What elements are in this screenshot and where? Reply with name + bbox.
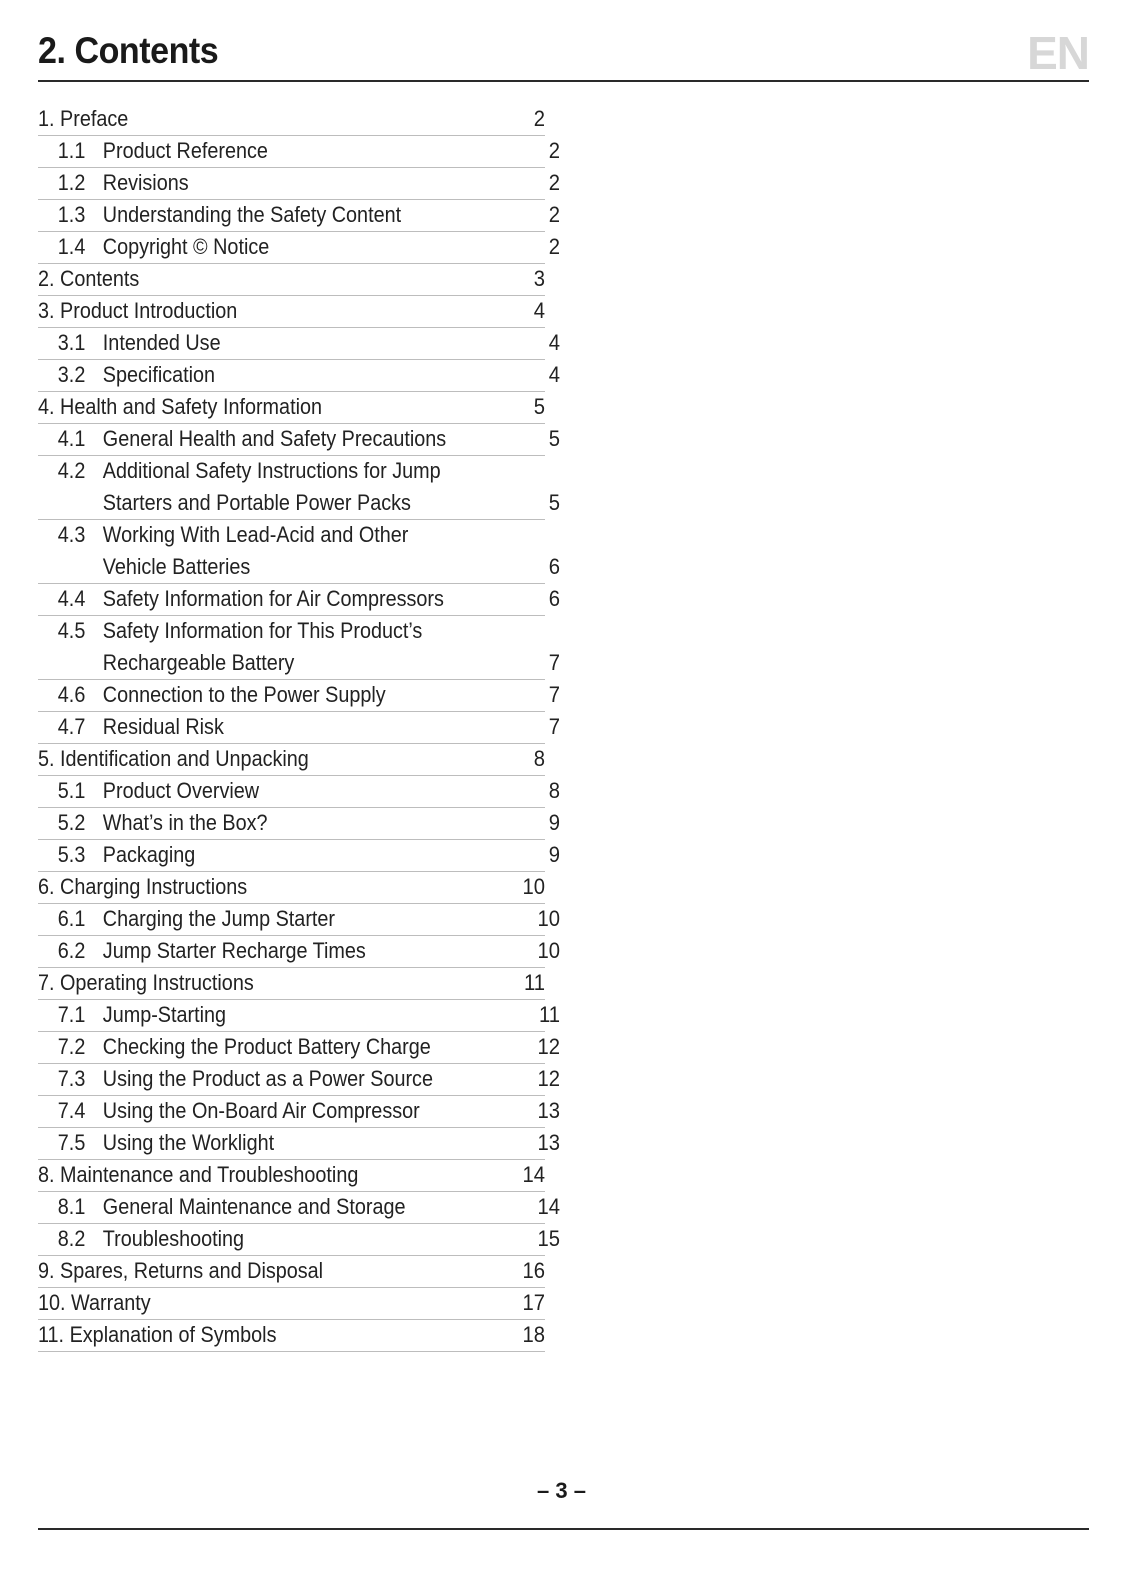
toc-entry[interactable] [38,808,560,840]
toc-entry-text [38,423,472,455]
toc-entry-text [38,1223,472,1255]
toc-entry-number: 5.2 [57,810,86,835]
toc-entry-page: 14 [537,1194,560,1219]
toc-entry[interactable] [38,712,560,744]
toc-entry[interactable] [38,616,560,680]
toc-entry[interactable] [38,1320,545,1352]
toc-entry-title: Connection to the Power Supply [102,682,386,707]
toc-entry-page: 7 [548,714,560,739]
toc-entry-number: 3. [38,298,55,323]
toc-entry-page: 12 [537,1066,560,1091]
toc-entry-number: 8. [38,1162,55,1187]
toc-entry-page: 9 [548,842,560,867]
toc-entry-page: 8 [533,746,545,771]
toc-entry-text [38,199,472,231]
toc-entry-title: Maintenance and Troubleshooting [60,1162,359,1187]
toc-entry-text [38,1031,472,1063]
toc-entry-text [38,295,458,327]
toc-entry[interactable] [38,680,560,712]
toc-entry[interactable] [38,1192,560,1224]
toc-entry-text [38,519,472,583]
toc-entry-page: 5 [548,490,560,515]
toc-entry[interactable] [38,1288,545,1320]
toc-entry-text [38,167,472,199]
toc-entry-title: Spares, Returns and Disposal [60,1258,324,1283]
toc-entry-title: General Maintenance and Storage [102,1194,406,1219]
toc-entry[interactable] [38,584,560,616]
toc-entry[interactable] [38,1096,560,1128]
toc-entry[interactable] [38,776,560,808]
footer-rule [38,1528,1089,1530]
toc-entry[interactable] [38,1000,560,1032]
toc-entry-title: Additional Safety Instructions for Jump Starters and Portable Power Packs [102,458,441,515]
toc-entry-number: 3.1 [57,330,86,355]
toc-entry-page: 2 [548,234,560,259]
toc-entry-text [38,1319,458,1351]
toc-entry-number: 1.4 [57,234,86,259]
toc-entry-title: Copyright © Notice [102,234,270,259]
toc-entry-title: Revisions [102,170,189,195]
toc-entry-text [38,903,472,935]
toc-entry[interactable] [38,1128,560,1160]
toc-entry-number: 5.1 [57,778,86,803]
toc-entry-page: 13 [537,1130,560,1155]
toc-entry-number: 9. [38,1258,55,1283]
toc-entry-text [38,1063,472,1095]
toc-entry-title: Packaging [102,842,196,867]
toc-entry-page: 3 [533,266,545,291]
toc-entry[interactable] [38,136,560,168]
toc-entry-text [38,135,472,167]
toc-entry-text [38,871,458,903]
toc-entry[interactable] [38,872,545,904]
toc-entry-number: 5.3 [57,842,86,867]
toc-entry-number: 7. [38,970,55,995]
toc-entry-number: 7.3 [57,1066,86,1091]
toc-entry-page: 9 [548,810,560,835]
toc-entry-number: 4.7 [57,714,86,739]
toc-entry[interactable] [38,104,545,136]
toc-entry-page: 10 [537,906,560,931]
toc-entry-text [38,1191,472,1223]
toc-entry-number: 1.3 [57,202,86,227]
toc-entry-page: 4 [548,362,560,387]
toc-entry-page: 5 [548,426,560,451]
toc-entry-page: 6 [548,554,560,579]
toc-entry-text [38,775,472,807]
toc-entry[interactable] [38,424,560,456]
toc-entry-number: 11. [38,1322,65,1347]
toc-entry[interactable] [38,168,560,200]
toc-entry-page: 2 [548,170,560,195]
toc-entry[interactable] [38,456,560,520]
toc-entry-number: 1.2 [57,170,86,195]
toc-entry-number: 10. [38,1290,66,1315]
toc-entry[interactable] [38,904,560,936]
toc-entry-title: Operating Instructions [60,970,254,995]
toc-entry[interactable] [38,200,560,232]
toc-entry-page: 4 [533,298,545,323]
toc-entry-text [38,327,472,359]
toc-entry-title: Using the Product as a Power Source [102,1066,433,1091]
toc-entry-text [38,455,472,519]
toc-entry-number: 3.2 [57,362,86,387]
toc-entry-text [38,839,472,871]
toc-entry-page: 11 [538,1002,560,1027]
toc-entry-text [38,743,458,775]
toc-entry-title: Product Overview [102,778,260,803]
toc-entry-text [38,1159,458,1191]
page-title: 2. Contents [38,30,219,71]
toc-entry-title: What’s in the Box? [102,810,268,835]
toc-entry-title: Warranty [71,1290,151,1315]
toc-entry-number: 4.5 [57,618,86,643]
toc-entry-number: 2. [38,266,55,291]
toc-entry-title: Health and Safety Information [60,394,322,419]
toc-entry-text [38,1255,458,1287]
toc-entry-number: 4.6 [57,682,86,707]
toc-entry-page: 13 [537,1098,560,1123]
toc-entry-text [38,679,472,711]
toc-entry-number: 4.4 [57,586,86,611]
toc-entry-title: Specification [102,362,216,387]
toc-entry[interactable] [38,264,545,296]
toc-entry[interactable] [38,520,560,584]
toc-entry-page: 11 [523,970,545,995]
toc-entry-title: General Health and Safety Precautions [102,426,447,451]
toc-entry-number: 7.4 [57,1098,86,1123]
toc-entry[interactable] [38,1256,545,1288]
toc-entry[interactable] [38,296,545,328]
toc-entry-text [38,615,472,679]
toc-entry-title: Intended Use [102,330,221,355]
toc-entry[interactable] [38,328,560,360]
toc-entry[interactable] [38,968,545,1000]
toc-entry-number: 8.2 [57,1226,86,1251]
toc-entry-page: 15 [537,1226,560,1251]
page-header [38,24,1089,82]
toc-entry[interactable] [38,1160,545,1192]
toc-entry-number: 1.1 [57,138,86,163]
toc-entry[interactable] [38,232,560,264]
toc-entry-title: Using the Worklight [102,1130,275,1155]
toc-entry-page: 5 [533,394,545,419]
toc-entry-title: Product Reference [102,138,268,163]
toc-entry-text [38,359,472,391]
toc-entry-page: 14 [522,1162,545,1187]
toc-entry-title: Using the On-Board Air Compressor [102,1098,420,1123]
toc-entry-title: Troubleshooting [102,1226,245,1251]
toc-entry-page: 6 [548,586,560,611]
toc-entry-page: 18 [522,1322,545,1347]
toc-entry-number: 1. [38,106,55,131]
toc-entry-title: Jump-Starting [102,1002,227,1027]
toc-entry-text [38,999,472,1031]
toc-entry-title: Checking the Product Battery Charge [102,1034,431,1059]
toc-entry-page: 7 [548,682,560,707]
toc-entry-page: 8 [548,778,560,803]
toc-entry-page: 7 [548,650,560,675]
toc-entry-number: 6. [38,874,55,899]
toc-entry-page: 17 [522,1290,545,1315]
toc-entry-title: Charging Instructions [60,874,248,899]
toc-entry-page: 10 [537,938,560,963]
toc-entry[interactable] [38,360,560,392]
toc-entry-number: 7.2 [57,1034,86,1059]
toc-entry-title: Working With Lead-Acid and Other Vehicle Batteries [102,522,409,579]
toc-entry-page: 12 [537,1034,560,1059]
toc-entry-text [38,103,458,135]
toc-entry-number: 4.3 [57,522,86,547]
toc-entry-number: 5. [38,746,55,771]
toc-entry-number: 7.1 [57,1002,86,1027]
toc-entry-number: 7.5 [57,1130,86,1155]
toc-entry-text [38,711,472,743]
toc-entry-number: 4.1 [57,426,86,451]
toc-entry[interactable] [38,1064,560,1096]
language-badge: EN [1027,27,1089,79]
toc-entry-title: Product Introduction [60,298,238,323]
toc-entry-page: 4 [548,330,560,355]
toc-entry-number: 4.2 [57,458,86,483]
toc-entry-title: Charging the Jump Starter [102,906,336,931]
toc-entry[interactable] [38,392,545,424]
toc-entry-text [38,807,472,839]
toc-entry-title: Safety Information for Air Compressors [102,586,444,611]
toc-entry-number: 4. [38,394,55,419]
toc-entry-text [38,263,458,295]
toc-entry[interactable] [38,744,545,776]
toc-entry-number: 6.2 [57,938,86,963]
toc-entry-text [38,967,458,999]
toc-entry-title: Identification and Unpacking [60,746,309,771]
toc-entry-page: 16 [522,1258,545,1283]
toc-entry-page: 2 [548,202,560,227]
toc-entry-text [38,231,472,263]
toc-entry-page: 10 [522,874,545,899]
toc-entry-title: Contents [60,266,140,291]
toc-entry-title: Understanding the Safety Content [102,202,402,227]
toc-entry-text [38,391,458,423]
toc-entry-number: 8.1 [57,1194,86,1219]
toc-entry-text [38,1287,458,1319]
toc-entry-title: Explanation of Symbols [69,1322,277,1347]
toc-entry[interactable] [38,840,560,872]
toc-entry-title: Safety Information for This Product’s Rechargeable Battery [102,618,423,675]
toc-entry[interactable] [38,1224,560,1256]
toc-entry[interactable] [38,936,560,968]
toc-entry-text [38,1127,472,1159]
toc-entry-number: 6.1 [57,906,86,931]
toc-entry-text [38,1095,472,1127]
toc-entry-page: 2 [533,106,545,131]
toc-entry-title: Residual Risk [102,714,224,739]
toc-entry-title: Preface [60,106,129,131]
toc-entry-page: 2 [548,138,560,163]
toc-entry-title: Jump Starter Recharge Times [102,938,366,963]
toc-entry-text [38,583,472,615]
toc-entry-text [38,935,472,967]
page-number: – 3 – [537,1478,586,1503]
table-of-contents [38,104,560,1352]
toc-entry[interactable] [38,1032,560,1064]
